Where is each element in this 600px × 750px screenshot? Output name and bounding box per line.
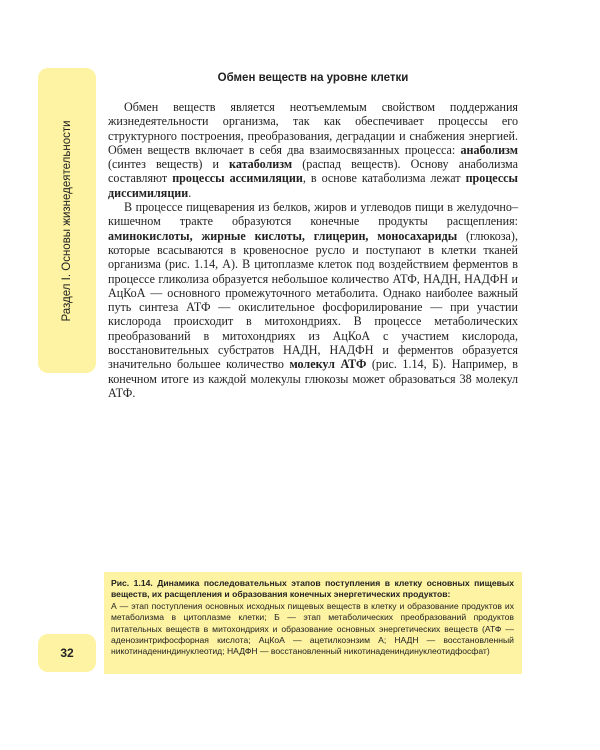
section-heading: Обмен веществ на уровне клетки bbox=[217, 72, 409, 84]
section-title: Раздел I. Основы жизнедеятельности bbox=[61, 119, 73, 322]
section-side-tab bbox=[38, 68, 96, 373]
term-atp-molecules: молекул АТФ bbox=[289, 357, 367, 372]
paragraph-2: В процессе пищеварения из белков, жиров и углеводов пищи в желудочно–кишечном тракте образуются конечные продукты расщепления: аминокислоты, жирные кислоты, глицерин, моносахариды (глюкоза), которые всасываются в кровеносное русло и поступают в клетки тканей организма (рис. 1.14, А). В цитоплазме клеток под воздействием ферментов в процессе гликолиза образуется небольшое количество АТФ, НАДН, НАДФН и АцКоА — основного промежуточного метаболита. Однако наиболее важный путь синтеза АТФ — окислительное фосфорилирование — при участии кислорода происходит в митохондриях. В процессе метаболических преобразований в митохондриях из АцКоА с участием кислорода, восстановительных субстратов НАДН, НАДФН и ферментов образуется значительно большее количество молекул АТФ (рис. 1.14, Б). Например, в конечном итоге из каждой молекулы глюкозы может образоваться 38 молекул АТФ. bbox=[108, 200, 518, 400]
figure-caption bbox=[104, 572, 522, 674]
caption-text: А — этап поступления основных исходных пищевых веществ в клетку и образование продуктов их метаболизма в цитоплазме клетки; Б — этап метаболических преобразований продуктов питательных веществ в митохондриях и образование основных энергетических веществ (АТФ — аденозинтрифосфорная кислота; АцКоА — ацетилкоэнзим А; НАДН — восстановленный никотинадениндинуклеотид; НАДФН — восстановленный никотинадениндинуклеотидфосфат) bbox=[111, 600, 514, 657]
paragraph-1: Обмен веществ является неотъемлемым свойством поддержания жизнедеятельности организма, так как обеспечивает процессы его структурного построения, преобразования, деградации и снабжения энергией. Обмен веществ включает в себя два взаимосвязанных процесса: анаболизм (синтез веществ) и катаболизм (распад веществ). Основу анаболизма составляют процессы ассимиляции, в основе катаболизма лежат процессы диссимиляции. bbox=[108, 100, 518, 200]
body-text bbox=[108, 100, 518, 400]
term-products: аминокислоты, жирные кислоты, глицерин, моносахариды bbox=[108, 228, 458, 243]
term-anabolism: анаболизм bbox=[460, 142, 518, 157]
term-catabolism: катаболизм bbox=[229, 157, 293, 172]
caption-title: Рис. 1.14. Динамика последовательных этапов поступления в клетку основных пищевых веществ, их расщепления и образования конечных энергетических продуктов: bbox=[111, 578, 514, 600]
term-dissimilation: процессы диссимиляции bbox=[108, 171, 518, 200]
term-assimilation: процессы ассимиляции bbox=[172, 171, 303, 186]
page-number: 32 bbox=[38, 634, 96, 672]
